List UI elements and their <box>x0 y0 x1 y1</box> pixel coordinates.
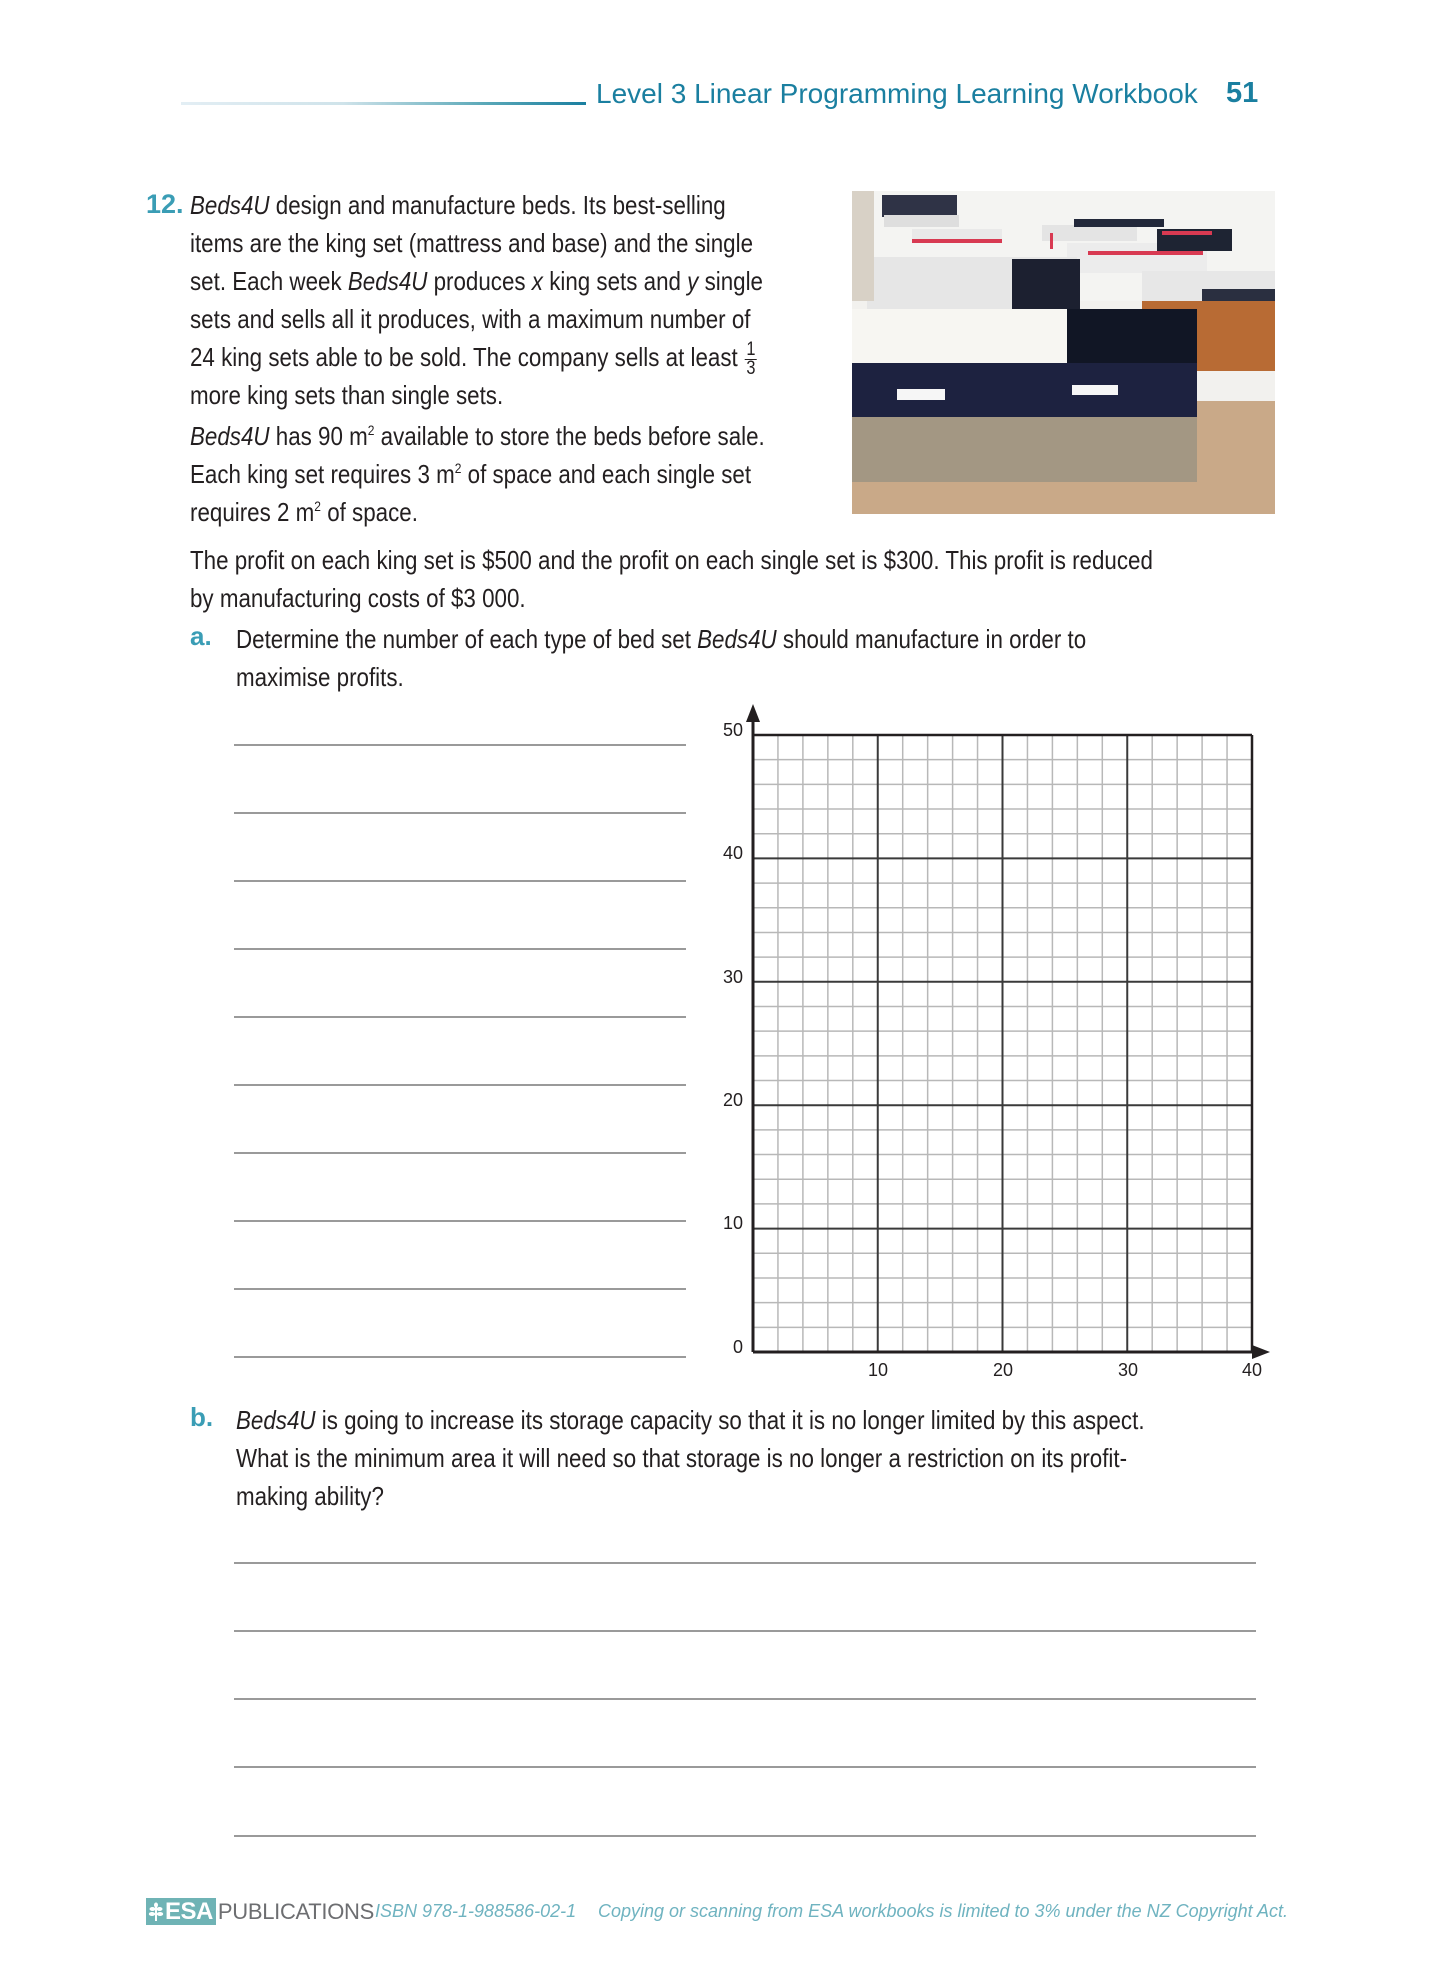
company-name: Beds4U <box>697 624 777 654</box>
part-b-line-1: Beds4U is going to increase its storage capacity so that it is no longer limited by this aspect. <box>236 1405 1145 1435</box>
y-tick-40: 40 <box>722 843 743 863</box>
answer-line[interactable] <box>234 1016 686 1018</box>
x-tick-20: 20 <box>992 1360 1014 1380</box>
intro-line-3: set. Each week Beds4U produces x king sets and y single <box>190 266 763 296</box>
answer-line[interactable] <box>234 1698 1256 1700</box>
profit-line-2: by manufacturing costs of $3 000. <box>190 583 526 613</box>
answer-line[interactable] <box>234 1288 686 1290</box>
photo-icon <box>852 191 1275 514</box>
grid-svg <box>740 700 1280 1380</box>
answer-line[interactable] <box>234 1835 1256 1837</box>
x-tick-10: 10 <box>867 1360 889 1380</box>
mattress-showroom-photo <box>852 191 1275 514</box>
page-number: 51 <box>1226 77 1259 109</box>
storage-line-1: Beds4U has 90 $m^2$ available to store the beds before sale. <box>190 421 765 451</box>
part-a-line-1: Determine the number of each type of bed set Beds4U should manufacture in order to <box>236 624 1087 654</box>
storage-line-2: Each king set requires 3 $m^2$ of space and each single set <box>190 459 752 489</box>
y-tick-50: 50 <box>722 720 743 740</box>
part-a-label: a. <box>190 621 212 651</box>
answer-line[interactable] <box>234 1562 1256 1564</box>
header-rule <box>181 102 586 105</box>
intro-line-2: items are the king set (mattress and base) and the single <box>190 228 754 258</box>
profit-line-1: The profit on each king set is $500 and the profit on each single set is $300. This profit is reduced <box>190 545 1153 575</box>
publisher-name: PUBLICATIONS <box>217 1898 374 1924</box>
y-tick-20: 20 <box>722 1090 743 1110</box>
answer-line[interactable] <box>234 1220 686 1222</box>
part-a-line-2: maximise profits. <box>236 662 404 692</box>
variable-x: x <box>531 266 543 296</box>
variable-y: y <box>687 266 699 296</box>
answer-line[interactable] <box>234 948 686 950</box>
y-tick-0: 0 <box>732 1337 743 1357</box>
intro-line-6: more king sets than single sets. <box>190 380 504 410</box>
fraction-one-third: $\frac{1}{3}$ <box>746 338 756 379</box>
company-name: Beds4U <box>347 266 428 296</box>
answer-line[interactable] <box>234 1356 686 1358</box>
x-tick-30: 30 <box>1117 1360 1139 1380</box>
graph-grid[interactable] <box>740 700 1280 1380</box>
isbn: ISBN 978-1-988586-02-1 <box>375 1901 577 1921</box>
y-tick-30: 30 <box>722 967 743 987</box>
intro-line-4: sets and sells all it produces, with a maximum number of <box>190 304 751 334</box>
part-b-label: b. <box>190 1402 214 1432</box>
question-number: 12. <box>146 189 184 219</box>
part-b-line-3: making ability? <box>236 1481 384 1511</box>
company-name: Beds4U <box>190 421 270 451</box>
storage-line-3: requires 2 $m^2$ of space. <box>190 497 418 527</box>
answer-line[interactable] <box>234 1084 686 1086</box>
copyright-notice: Copying or scanning from ESA workbooks is limited to 3% under the NZ Copyright Act. <box>598 1901 1288 1921</box>
intro-line-1: Beds4U design and manufacture beds. Its best-selling <box>190 190 726 220</box>
answer-line[interactable] <box>234 1152 686 1154</box>
esa-logo <box>146 1898 374 1925</box>
answer-line[interactable] <box>234 812 686 814</box>
esa-logo-box: ESA <box>146 1898 216 1925</box>
y-axis-arrow-icon <box>746 704 760 722</box>
company-name: Beds4U <box>236 1405 316 1435</box>
company-name: Beds4U <box>190 190 270 220</box>
plant-icon <box>148 1902 164 1922</box>
workbook-title: Level 3 Linear Programming Learning Workbook <box>596 78 1198 109</box>
y-tick-10: 10 <box>722 1213 743 1233</box>
intro-line-5: 24 king sets able to be sold. The company sells at least $\frac{1}{3}$ <box>190 338 756 379</box>
answer-line[interactable] <box>234 744 686 746</box>
x-tick-40: 40 <box>1241 1360 1263 1380</box>
answer-line[interactable] <box>234 1630 1256 1632</box>
part-b-line-2: What is the minimum area it will need so that storage is no longer a restriction on its profit- <box>236 1443 1128 1473</box>
answer-line[interactable] <box>234 880 686 882</box>
answer-line[interactable] <box>234 1766 1256 1768</box>
x-axis-arrow-icon <box>1252 1345 1270 1359</box>
